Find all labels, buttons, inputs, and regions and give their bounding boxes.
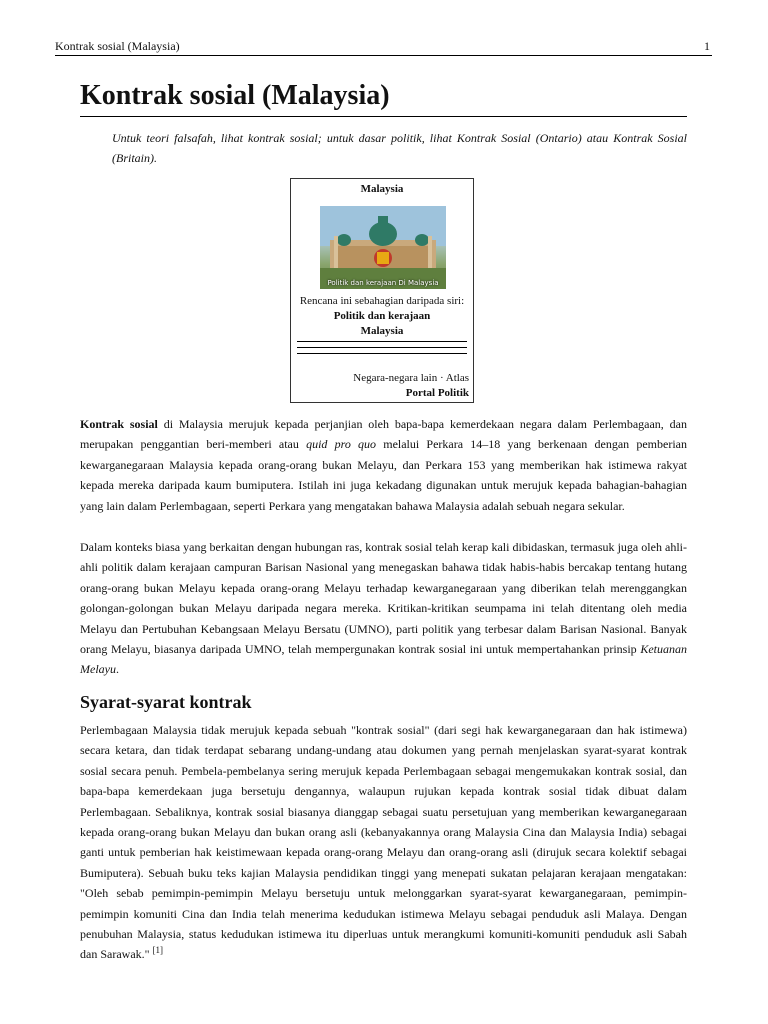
text-run: . xyxy=(115,662,119,677)
hatnote: Untuk teori falsafah, lihat kontrak sosial; untuk dasar politik, lihat Kontrak Sosial (Ontario) atau Kontrak Sosial (Britain). xyxy=(112,131,687,165)
infobox-title: Malaysia xyxy=(360,183,404,195)
infobox-series xyxy=(291,294,473,339)
infobox-series-intro: Rencana ini sebahagian daripada siri: xyxy=(299,295,465,307)
page-number: 1 xyxy=(704,39,710,53)
term-italic: quid pro quo xyxy=(306,437,377,452)
text-run: Dalam konteks biasa yang berkaitan dengan hubungan ras, kontrak sosial telah kerap kali dibidaskan, termasuk juga oleh ahli-ahli politik dalam kerajaan campuran Barisan Nasional yang menegaskan bahawa tidak habis-habis bercakap tentang hutang orang-orang bukan Melayu kepada orang-orang Melayu terhadap kewarganegaraan yang diberikan telah merenggangkan golongan-golongan bukan Melayu daripada negara mereka. Kritikan-kritikan seumpama ini telah ditentang oleh media Melayu dan Pertubuhan Kebangsaan Melayu Bersatu (UMNO), parti politik yang terbesar dalam Barisan Nasional. Banyak orang Melayu, biasanya daripada UMNO, telah mempergunakan kontrak sosial ini untuk mempertahankan prinsip xyxy=(80,540,687,657)
text-run: Perlembagaan Malaysia tidak merujuk kepada sebuah "kontrak sosial" (dari segi hak kewarganegaraan dan hak istimewa) secara ketara, dan tidak terdapat sebarang undang-undang atau dokumen yang pernah menjelaskan syarat-syarat kontrak sosial secara penuh. Pembela-pembelanya sering merujuk kepada Perlembagaan sebagai mengemukakan kontrak sosial, dan bapa-bapa kemerdekaan juga bersetuju dengannya, walaupun rujukan kepada kontrak sosial tidak dibuat dalam Perlembagaan. Sebaliknya, kontrak sosial biasanya dianggap sebagai suatu persetujuan yang memberikan kewarganegaraan kepada orang-orang bukan Melayu dan bukan orang asli (kebanyakannya orang Malaysia Cina dan Malaysia India) sebagai ganti untuk pemberian hak keistimewaan kepada orang-orang Melayu dan orang-orang asli (dirujuk secara kolektif sebagai Bumiputera). Sebuah buku teks kajian Malaysia pendidikan tinggi yang menepati sukatan pelajaran kerajaan mengatakan: "Oleh sebab pemimpin-pemimpin Melayu bersetuju untuk melonggarkan syarat-syarat kewarganegaraan, pemimpin-pemimpin komuniti Cina dan India telah menerima kedudukan istimewa Melayu sebagai penduduk asli Malaya. Dengan penubuhan Malaysia, status kedudukan istimewa itu diperluas untuk merangkumi komuniti-komuniti penduduk asli Sabah dan Sarawak." xyxy=(80,723,687,962)
page-title: Kontrak sosial (Malaysia) xyxy=(80,81,687,117)
paragraph-context xyxy=(80,537,687,680)
paragraph-terms xyxy=(80,720,687,965)
infobox-footer xyxy=(353,371,469,401)
reference-link[interactable]: [1] xyxy=(152,945,164,956)
infobox xyxy=(290,178,474,403)
section-heading: Syarat-syarat kontrak xyxy=(80,692,252,712)
paragraph-intro xyxy=(80,414,687,516)
term-bold: Kontrak sosial xyxy=(80,417,158,431)
infobox-series-link-country[interactable]: Malaysia xyxy=(360,325,404,337)
text-run: di Malaysia merujuk kepada perjanjian oleh bapa-bapa kemerdekaan negara dalam Perlembagaan, dan merupakan penggantian beri-memberi atau xyxy=(80,417,687,452)
infobox-portal-link[interactable]: Portal Politik xyxy=(405,387,469,399)
divider xyxy=(297,353,467,359)
running-header xyxy=(55,37,712,56)
infobox-dividers xyxy=(297,341,467,359)
infobox-footer-links[interactable]: Negara-negara lain · Atlas xyxy=(353,372,469,384)
infobox-image-caption: Politik dan kerajaan Di Malaysia xyxy=(327,279,439,287)
running-header-title: Kontrak sosial (Malaysia) xyxy=(55,39,180,53)
infobox-image xyxy=(320,206,446,289)
text-run: melalui Perkara 14–18 yang berkenaan dengan pemberian kewarganegaraan Malaysia kepada orang-orang bukan Melayu, dan Perkara 153 yang memberikan hak istimewa rakyat kepada mereka daripada kaum bumiputera. Istilah ini juga kekadang digunakan untuk merujuk kepada bahagian-bahagian yang lain dalam Perlembagaan, seperti Perkara yang mengatakan bahawa Malaysia adalah sebuah negara sekular. xyxy=(80,437,687,513)
infobox-series-link[interactable]: Politik dan kerajaan xyxy=(333,310,431,322)
putrajaya-building-illustration xyxy=(320,206,446,289)
term-italic: Ketuanan Melayu xyxy=(80,642,687,677)
